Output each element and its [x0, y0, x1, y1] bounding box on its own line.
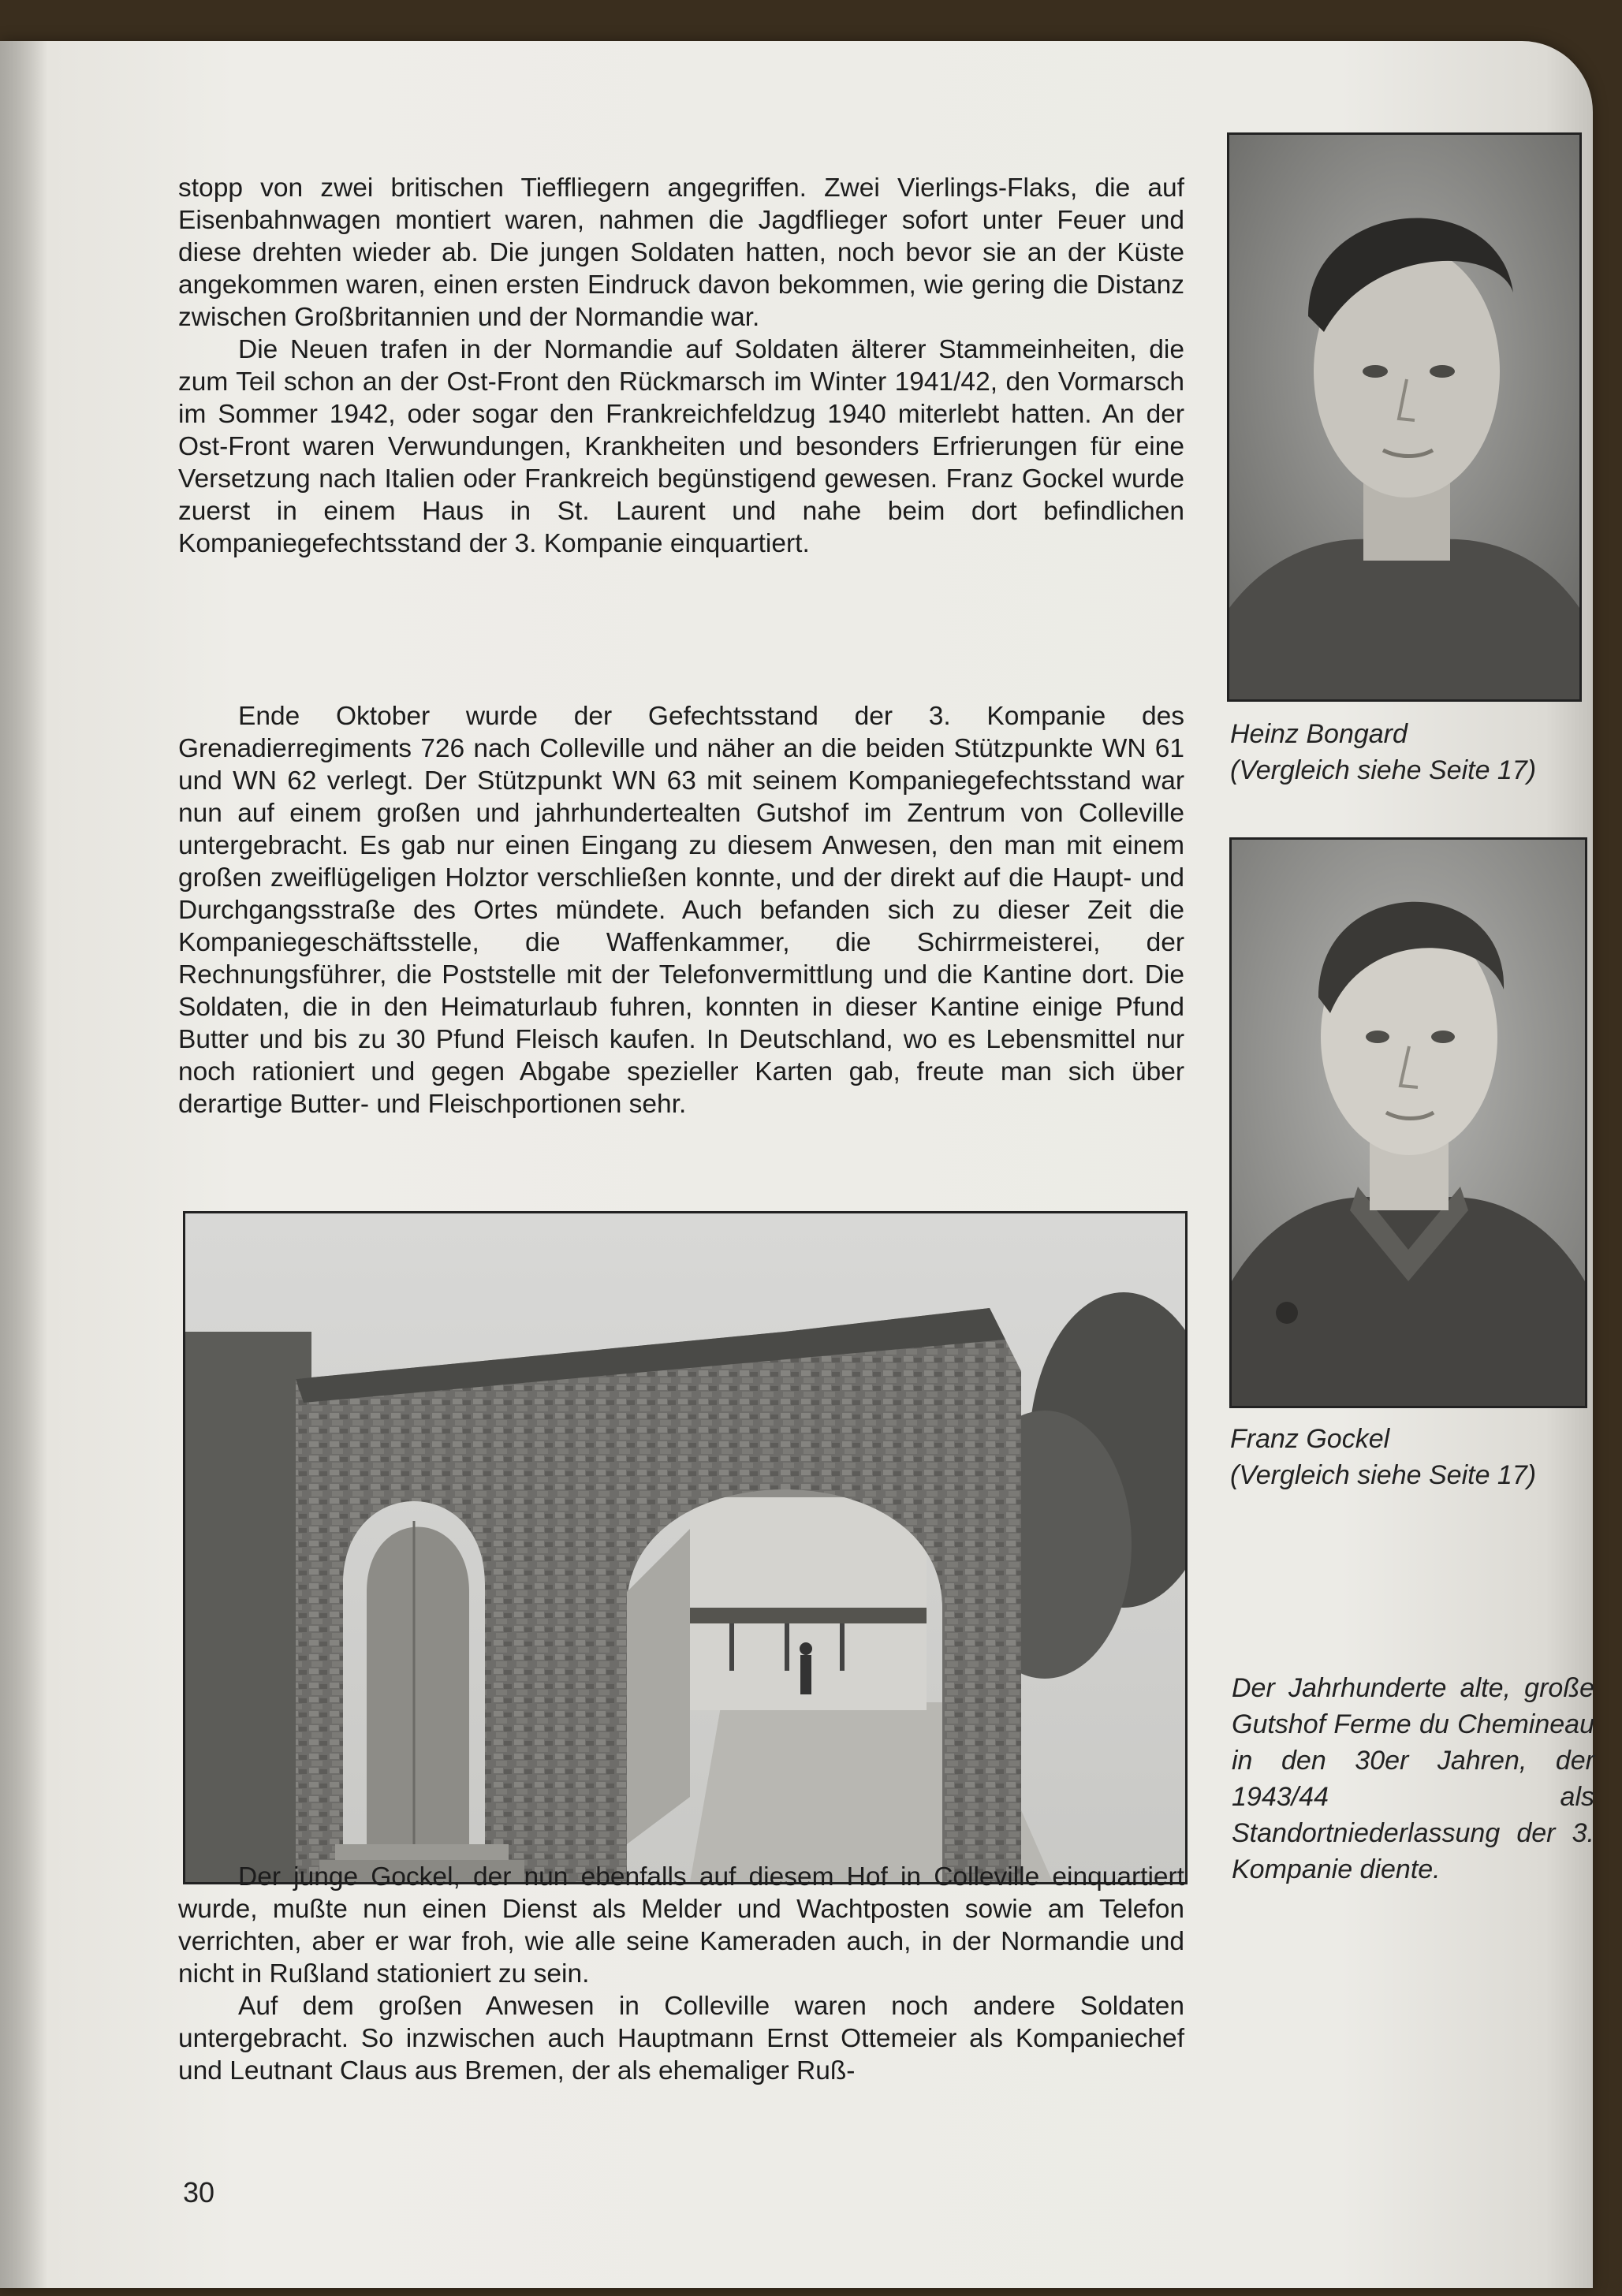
page-number: 30	[183, 2176, 215, 2208]
text-block-top	[178, 172, 1184, 560]
paragraph: Die Neuen trafen in der Normandie auf Soldaten älterer Stammeinheiten, die zum Teil schon an der Ost-Front den Rückmarsch im Winter 1941/42, den Vormarsch im Sommer 1942, oder sogar den Frankreichfeldzug 1940 miterlebt hatten. An der Ost-Front waren Verwundungen, Krankheiten und besonders Erfrierungen für eine Versetzung nach Italien oder Frankreich begünstigend gewesen. Franz Gockel wurde zuerst in einem Haus in St. Laurent und nahe beim dort befindlichen Kompaniegefechtsstand der 3. Kompanie einquartiert.	[178, 335, 1184, 558]
paragraph: Der junge Gockel, der nun ebenfalls auf diesem Hof in Colleville einquartiert wurde, mußte nun einen Dienst als Melder und Wachtposten sowie am Telefon verrichten, aber er war froh, wie alle seine Kameraden auch, in der Normandie und nicht in Rußland stationiert zu sein.	[178, 1862, 1184, 1988]
portrait-caption-bongard	[1230, 716, 1585, 788]
paragraph: Ende Oktober wurde der Gefechtsstand der 3. Kompanie des Grenadierregiments 726 nach Colleville und näher an die beiden Stützpunkte WN 61 und WN 62 verlegt. Der Stützpunkt WN 63 mit seinem Kompaniegefechtsstand war nun auf einem großen und jahrhundertealten Gutshof im Zentrum von Colleville untergebracht. Es gab nur einen Eingang zu diesem Anwesen, den man mit einem großen zweiflügeligen Holztor verschließen konnte, und der direkt auf die Haupt- und Durchgangsstraße des Ortes mündete. Auch befanden sich zu dieser Zeit die Kompaniegeschäftsstelle, die Waffenkammer, die Schirrmeisterei, der Rechnungsführer, die Poststelle mit der Telefonvermittlung und die Kantine dort. Die Soldaten, die in den Heimaturlaub fuhren, konnten in dieser Kantine einige Pfund Butter und bis zu 30 Pfund Fleisch kaufen. In Deutschland, wo es Lebensmittel nur noch rationiert und gegen Abgabe spezieller Karten gab, freute man sich über derartige Butter- und Fleischportionen sehr.	[178, 702, 1184, 1119]
farm-gate-photo	[183, 1211, 1188, 1884]
farm-photo-caption: Der Jahrhunderte alte, große Gutshof Ferme du Chemineau in den 30er Jahren, der 1943/44 als Standortniederlassung der 3. Kompanie diente.	[1232, 1673, 1594, 1884]
caption-reference: (Vergleich siehe Seite 17)	[1230, 755, 1537, 785]
caption-name: Franz Gockel	[1230, 1424, 1390, 1454]
paragraph: Auf dem großen Anwesen in Colleville waren noch andere Soldaten untergebracht. So inzwischen auch Hauptmann Ernst Ottemeier als Kompaniechef und Leutnant Claus aus Bremen, der als ehemaliger Ruß-	[178, 1992, 1184, 2085]
paragraph: stopp von zwei britischen Tieffliegern angegriffen. Zwei Vierlings-Flaks, die auf Eisenbahnwagen montiert waren, nahmen die Jagdflieger sofort unter Feuer und diese drehten wieder ab. Die jungen Soldaten hatten, noch bevor sie an der Küste angekommen waren, einen ersten Eindruck davon bekommen, wie gering die Distanz zwischen Großbritannien und der Normandie war.	[178, 173, 1184, 332]
portrait-heinz-bongard	[1227, 132, 1582, 702]
caption-reference: (Vergleich siehe Seite 17)	[1230, 1460, 1537, 1490]
caption-name: Heinz Bongard	[1230, 719, 1408, 749]
portrait-caption-gockel	[1230, 1421, 1585, 1493]
text-block-bottom	[178, 1861, 1184, 2087]
portrait-franz-gockel	[1229, 837, 1587, 1408]
page-gutter-shadow	[0, 41, 47, 2288]
text-block-middle	[178, 700, 1184, 1120]
